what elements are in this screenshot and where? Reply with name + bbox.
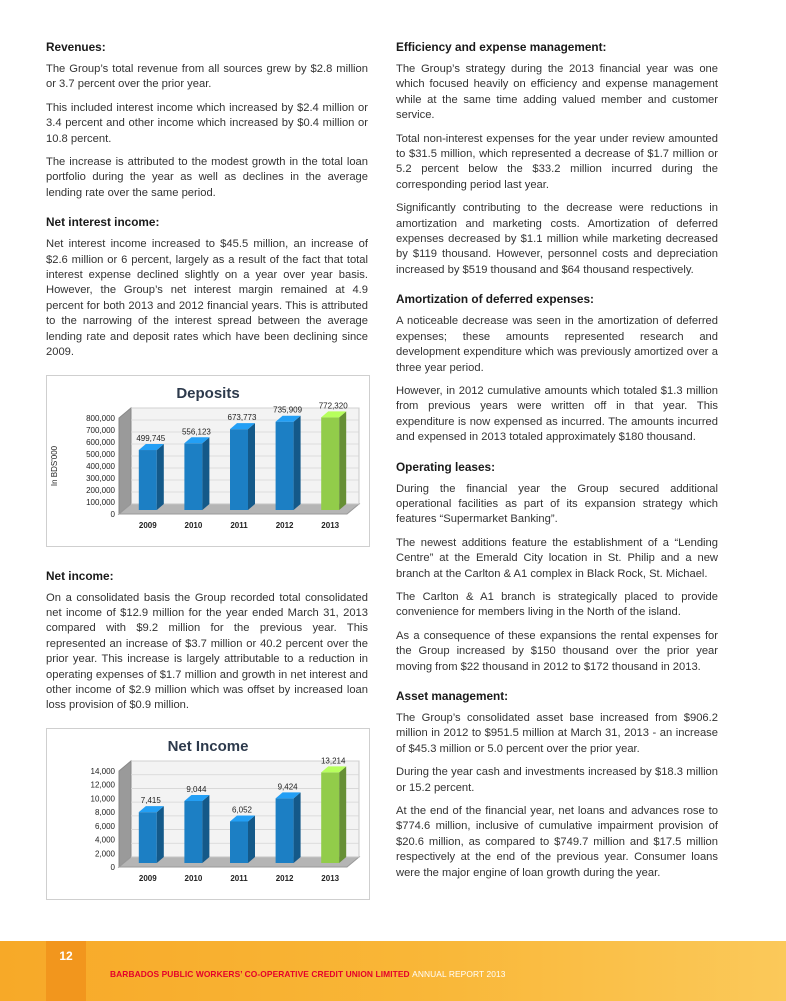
heading-revenues: Revenues: bbox=[46, 40, 106, 54]
section-operating-leases bbox=[396, 460, 718, 675]
y-tick-label: 10,000 bbox=[90, 794, 115, 804]
bar-side bbox=[339, 411, 346, 510]
bar-front bbox=[139, 812, 157, 863]
bar-2013 bbox=[321, 766, 346, 863]
y-tick-label: 700,000 bbox=[86, 425, 115, 435]
bar-2010 bbox=[184, 437, 209, 510]
bar-front bbox=[230, 821, 248, 862]
paragraph: The Group’s total revenue from all sources grew by $2.8 million or 3.7 percent over the prior year. bbox=[46, 63, 368, 91]
heading-amortization: Amortization of deferred expenses: bbox=[396, 292, 594, 307]
bar-2013 bbox=[321, 411, 346, 510]
bar-2012 bbox=[276, 792, 301, 863]
chart-side-wall bbox=[119, 761, 131, 867]
left-column bbox=[46, 40, 368, 922]
bar-front bbox=[184, 801, 202, 863]
data-label: 772,320 bbox=[318, 400, 348, 410]
bar-side bbox=[248, 815, 255, 862]
x-tick-label: 2009 bbox=[138, 873, 157, 883]
paragraph: During the financial year the Group secured additional operational facilities as part of its expansion strategy which features “Supermarket Banking”. bbox=[396, 482, 718, 526]
paragraph: As a consequence of these expansions the rental expenses for the Group increased by $150 thousand over the prior year moving from $22 thousand in 2012 to $172 thousand in 2013. bbox=[396, 629, 718, 673]
x-tick-label: 2012 bbox=[275, 520, 294, 530]
section-net-interest bbox=[46, 215, 368, 360]
data-label: 499,745 bbox=[136, 433, 166, 443]
paragraph: The increase is attributed to the modest growth in the total loan portfolio during the year as well as declines in the average lending rate over the same period. bbox=[46, 156, 368, 199]
y-tick-label: 14,000 bbox=[90, 766, 115, 776]
y-tick-label: 8,000 bbox=[94, 807, 115, 817]
page-footer bbox=[0, 941, 786, 1001]
chart-side-wall bbox=[119, 408, 131, 514]
heading-asset-management: Asset management: bbox=[396, 689, 509, 703]
y-tick-label: 4,000 bbox=[94, 835, 115, 845]
bar-2011 bbox=[230, 423, 255, 510]
bar-side bbox=[339, 766, 346, 863]
paragraph: Significantly contributing to the decrease were reductions in amortization and marketing costs. Amortization of deferred expenses decreased by $1.1 million while marketing decreased by $119 thousand. However, personnel costs and depreciation increased by $519 thousand and $64 thousand respectively. bbox=[396, 202, 718, 276]
paragraph: The Group’s strategy during the 2013 financial year was one which focused heavily on efficiency and expense management while at the same time adding valued member and customer service. bbox=[396, 63, 718, 122]
data-label: 7,415 bbox=[140, 795, 161, 805]
footer-report-label: ANNUAL REPORT 2013 bbox=[412, 969, 506, 979]
bar-side bbox=[202, 437, 209, 510]
bar-front bbox=[321, 772, 339, 863]
x-tick-label: 2013 bbox=[321, 520, 340, 530]
y-tick-label: 400,000 bbox=[86, 461, 115, 471]
bar-front bbox=[276, 421, 294, 509]
right-column bbox=[396, 40, 718, 895]
y-tick-label: 0 bbox=[110, 862, 115, 872]
y-tick-label: 2,000 bbox=[94, 849, 115, 859]
x-tick-label: 2012 bbox=[275, 873, 294, 883]
section-asset-management bbox=[396, 689, 718, 881]
data-label: 556,123 bbox=[181, 426, 211, 436]
data-label: 9,044 bbox=[186, 784, 207, 794]
data-label: 13,214 bbox=[320, 756, 346, 766]
section-net-income bbox=[46, 569, 368, 714]
paragraph: This included interest income which increased by $2.4 million or 3.4 percent and other income which increased by $0.4 million or 10.8 percent. bbox=[46, 101, 368, 145]
y-tick-label: 0 bbox=[110, 509, 115, 519]
bar-2009 bbox=[139, 444, 164, 510]
y-tick-label: 500,000 bbox=[86, 449, 115, 459]
y-tick-label: 800,000 bbox=[86, 413, 115, 423]
y-tick-label: 12,000 bbox=[90, 780, 115, 790]
bar-2009 bbox=[139, 806, 164, 863]
x-tick-label: 2010 bbox=[184, 520, 203, 530]
bar-2011 bbox=[230, 815, 255, 862]
bar-side bbox=[248, 423, 255, 510]
net-income-chart bbox=[46, 728, 370, 900]
bar-front bbox=[321, 417, 339, 510]
net-income-chart-svg bbox=[47, 729, 369, 899]
y-tick-label: 200,000 bbox=[86, 485, 115, 495]
x-tick-label: 2010 bbox=[184, 873, 203, 883]
data-label: 735,909 bbox=[273, 405, 303, 415]
x-tick-label: 2013 bbox=[321, 873, 340, 883]
page-number-tab bbox=[46, 941, 86, 1001]
chart-title: Net Income bbox=[167, 737, 249, 755]
bar-2010 bbox=[184, 795, 209, 863]
x-tick-label: 2011 bbox=[230, 520, 248, 530]
bar-side bbox=[294, 415, 301, 509]
bar-side bbox=[294, 792, 301, 863]
section-amortization bbox=[396, 292, 718, 445]
footer-title bbox=[110, 969, 506, 979]
section-revenues bbox=[46, 40, 368, 201]
heading-efficiency: Efficiency and expense management: bbox=[396, 40, 607, 54]
y-axis-label: In BDS'000 bbox=[50, 445, 59, 486]
chart-title: Deposits bbox=[176, 384, 240, 402]
y-tick-label: 100,000 bbox=[86, 497, 115, 507]
bar-front bbox=[276, 798, 294, 863]
paragraph: On a consolidated basis the Group recorded total consolidated net income of $12.9 million for the year ended March 31, 2013 compared with $9.2 million for the previous year. This represented an increase of $3.7 million or 40.2 percent over the prior year. This increase is largely attributable to a reduction in operating expenses of $1.7 million and growth in net interest and other income of $2.9 million which was offset by increased loan loss provision of $0.9 million. bbox=[46, 591, 368, 712]
paragraph: Net interest income increased to $45.5 million, an increase of $2.6 million or 6 percent, largely as a result of the fact that total interest expense declined slightly on a year over year basis. However, the Group’s net interest margin remained at 4.9 percent for both 2013 and 2012 financial years. This is attributed to the narrowing of the interest spread between the average lending rate and deposit rates which have been declining since 2009. bbox=[46, 238, 368, 359]
bar-2012 bbox=[276, 415, 301, 509]
y-tick-label: 600,000 bbox=[86, 437, 115, 447]
data-label: 673,773 bbox=[227, 412, 257, 422]
data-label: 9,424 bbox=[277, 782, 298, 792]
deposits-chart-svg bbox=[47, 376, 369, 546]
paragraph: At the end of the financial year, net loans and advances rose to $774.6 million, inclusive of cumulative impairment provision of $20.6 million, as compared to $749.7 million and $17.5 million respectively at the end of the previous year. Consumer loans were the major engine of loan growth during the year. bbox=[396, 805, 718, 879]
bar-front bbox=[230, 429, 248, 510]
paragraph: The newest additions feature the establishment of a “Lending Centre” at the Emerald City location in St. Philip and a new branch at the Carlton & A1 complex in Black Rock, St. Michael. bbox=[396, 536, 718, 580]
y-tick-label: 300,000 bbox=[86, 473, 115, 483]
heading-operating-leases: Operating leases: bbox=[396, 459, 496, 474]
bar-side bbox=[202, 795, 209, 863]
bar-side bbox=[157, 806, 164, 863]
paragraph: However, in 2012 cumulative amounts which totaled $1.3 million from previous years were written off in that year. This expenditure is now expensed as incurred. The amounts incurred and expensed in 2013 totaled approximately $180 thousand. bbox=[396, 384, 718, 444]
paragraph: The Group’s consolidated asset base increased from $906.2 million in 2012 to $951.5 million at March 31, 2013 - an increase of $45.3 million or 5.0 percent over the prior year. bbox=[396, 712, 718, 755]
heading-net-income: Net income: bbox=[46, 568, 114, 583]
section-efficiency bbox=[396, 40, 718, 278]
paragraph: A noticeable decrease was seen in the amortization of deferred expenses; these amounts represented research and development expenditure which was previously amortized over a three year period. bbox=[396, 315, 718, 374]
footer-org-name: BARBADOS PUBLIC WORKERS’ CO-OPERATIVE CREDIT UNION LIMITED bbox=[110, 969, 410, 979]
page-number: 12 bbox=[59, 949, 73, 963]
bar-front bbox=[184, 443, 202, 510]
paragraph: Total non-interest expenses for the year under review amounted to $31.5 million, which represented a decrease of $1.7 million or 5.2 percent below the $33.2 million incurred during the corresponding period last year. bbox=[396, 132, 718, 191]
paragraph: During the year cash and investments increased by $18.3 million or 15.2 percent. bbox=[396, 766, 718, 794]
x-tick-label: 2011 bbox=[230, 873, 248, 883]
paragraph: The Carlton & A1 branch is strategically placed to provide convenience for members living in the North of the island. bbox=[396, 590, 718, 619]
y-tick-label: 6,000 bbox=[94, 821, 115, 831]
bar-front bbox=[139, 450, 157, 510]
heading-net-interest: Net interest income: bbox=[46, 215, 160, 230]
deposits-chart bbox=[46, 375, 370, 547]
bar-side bbox=[157, 444, 164, 510]
data-label: 6,052 bbox=[231, 805, 253, 815]
x-tick-label: 2009 bbox=[138, 520, 157, 530]
